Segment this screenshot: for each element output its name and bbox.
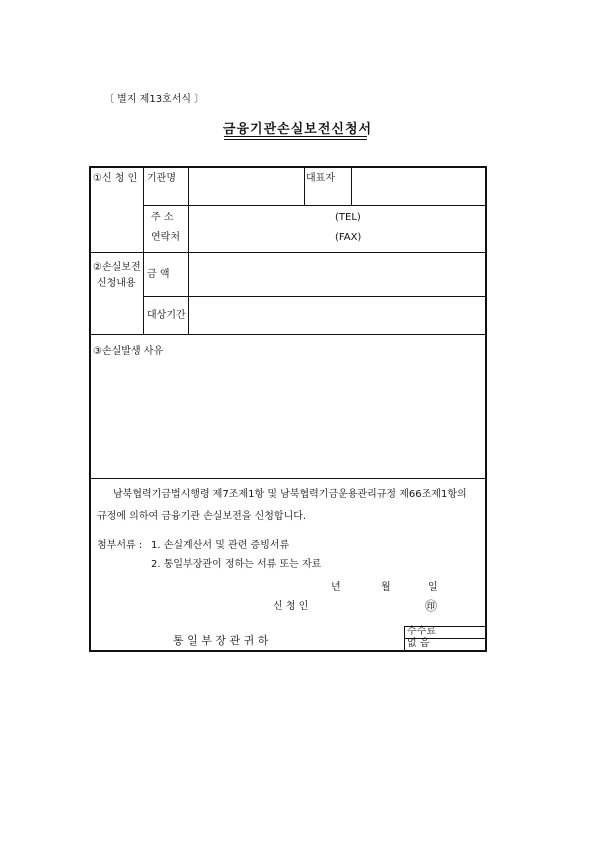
loss-reason-label: ③손실발생 사유 xyxy=(93,346,164,357)
amount-label: 금 액 xyxy=(147,269,170,280)
period-field[interactable] xyxy=(191,300,481,330)
signature-label: 신 청 인 xyxy=(273,601,309,612)
attachment-item-2: 2. 통일부장관이 정하는 서류 또는 자료 xyxy=(151,559,322,570)
divider-fee-left xyxy=(404,626,405,652)
divider-loss-rows xyxy=(143,296,487,297)
org-name-field[interactable] xyxy=(191,173,301,201)
loss-reason-field[interactable] xyxy=(97,364,481,472)
divider-applicant-rows xyxy=(143,205,487,206)
attachments-label: 첨부서류 : xyxy=(97,540,143,551)
loss-section-label-line1: ②손실보전 xyxy=(93,262,141,273)
rep-field[interactable] xyxy=(354,173,484,201)
addressee: 통 일 부 장 관 귀 하 xyxy=(173,634,269,647)
application-form xyxy=(89,166,487,652)
org-name-label: 기관명 xyxy=(147,173,176,184)
statement-line1: 남북협력기금법시행령 제7조제1항 및 남북협력기금운용관리규정 제66조제1항의 xyxy=(113,489,467,500)
date-year: 년 xyxy=(331,582,341,593)
divider-sublabel-column xyxy=(188,168,189,334)
fax-label: (FAX) xyxy=(335,232,362,243)
divider-rep-left xyxy=(304,168,305,205)
fee-value: 없 음 xyxy=(407,638,430,649)
statement-line2: 규정에 의하여 금융기관 손실보전을 신청합니다. xyxy=(97,511,307,522)
title-underline xyxy=(224,136,367,137)
contact-label: 연락처 xyxy=(151,232,180,243)
form-number: 〔 별지 제13호서식 〕 xyxy=(104,94,205,105)
date-month: 월 xyxy=(381,582,391,593)
divider-label-column xyxy=(143,168,144,334)
divider-rep-right xyxy=(351,168,352,205)
fee-label: 수수료 xyxy=(407,626,436,637)
divider-statement xyxy=(91,478,487,479)
divider-section-2 xyxy=(91,252,487,253)
tel-label: (TEL) xyxy=(335,212,361,223)
divider-section-3 xyxy=(91,334,487,335)
page-title: 금융기관손실보전신청서 xyxy=(222,122,373,137)
period-label: 대상기간 xyxy=(147,310,186,321)
attachment-item-1: 1. 손실계산서 및 관련 증빙서류 xyxy=(151,540,290,551)
date-day: 일 xyxy=(428,582,438,593)
address-label: 주 소 xyxy=(151,212,174,223)
amount-field[interactable] xyxy=(191,258,481,292)
loss-section-label-line2: 신청내용 xyxy=(97,278,136,289)
title-underline-double xyxy=(224,139,367,140)
applicant-section-label: ①신 청 인 xyxy=(93,173,138,184)
seal-mark: ㊞ xyxy=(425,599,438,613)
rep-label: 대표자 xyxy=(306,173,335,184)
